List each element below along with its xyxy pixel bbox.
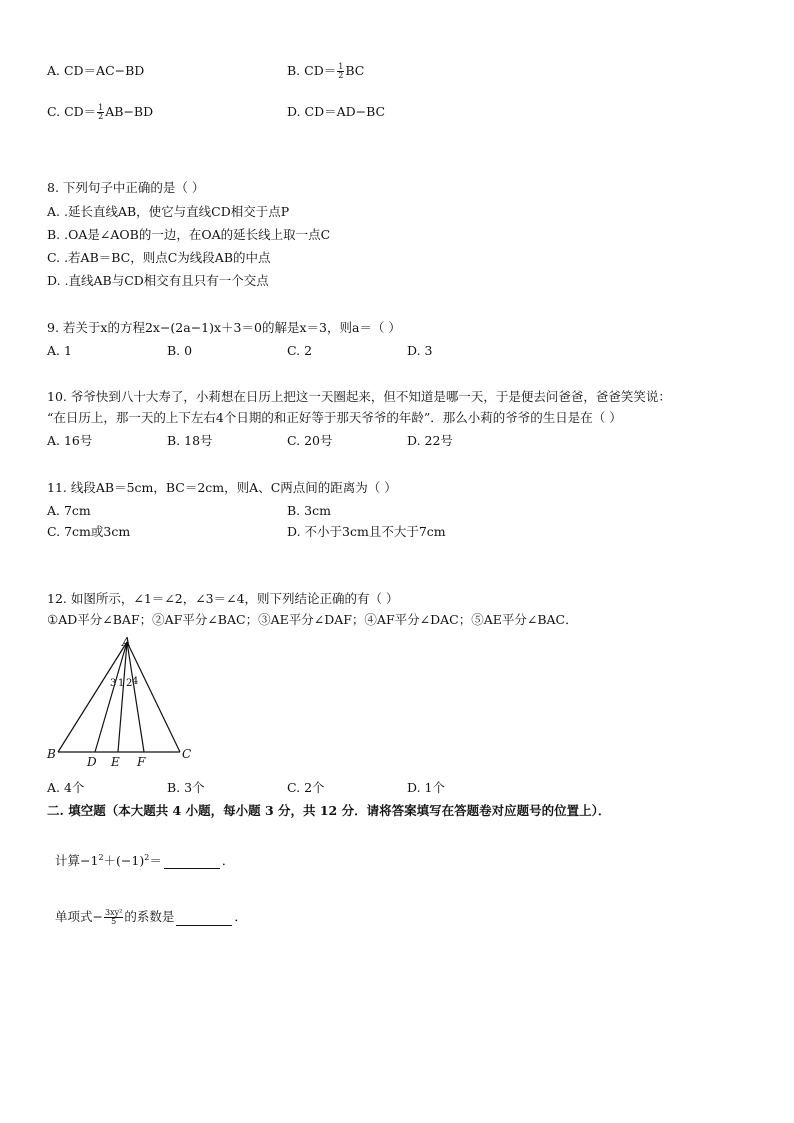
q7-option-c-suffix: AB−BD: [105, 104, 154, 119]
q8-option-b: B. .OA是∠AOB的一边，在OA的延长线上取一点C: [47, 227, 331, 242]
q11-option-d: D. 不小于3cm且不大于7cm: [287, 524, 446, 539]
q10-stem-line2: “在日历上，那一天的上下左右4个日期的和正好等于那天爷爷的年龄”．那么小莉的爷爷的生日是在（ ）: [47, 410, 622, 425]
q7-option-c-fraction: [97, 104, 104, 121]
fraction-numerator: 3xy²: [104, 908, 123, 917]
q8-option-c: C. .若AB＝BC，则点C为线段AB的中点: [47, 250, 271, 265]
q7-option-b-suffix: BC: [345, 63, 365, 78]
q12-option-a: A. 4个: [47, 780, 85, 795]
fraction-denominator: 2: [338, 71, 344, 80]
q9-stem: 9. 若关于x的方程2x−(2a−1)x＋3＝0的解是x＝3，则a＝（ ）: [47, 320, 401, 335]
label-b: B: [47, 747, 56, 761]
q11-option-b: B. 3cm: [287, 503, 331, 518]
label-e: E: [111, 755, 120, 769]
angle-label-3: 3: [110, 678, 117, 689]
q7-option-c: [47, 104, 153, 121]
q11-option-c: C. 7cm或3cm: [47, 524, 131, 539]
fill-question-1: [55, 850, 234, 869]
fill1-middle: ＋(−1): [103, 853, 145, 869]
q9-option-a: A. 1: [47, 343, 72, 358]
q12-statements: ①AD平分∠BAF；②AF平分∠BAC；③AE平分∠DAF；④AF平分∠DAC；⑤AE平分∠BAC．: [47, 612, 578, 627]
answer-blank[interactable]: [176, 913, 232, 926]
q12-option-b: B. 3个: [167, 780, 205, 795]
fill2-end: ．: [234, 909, 247, 924]
q7-option-b-fraction: [337, 63, 344, 80]
angle-label-2: 2: [126, 678, 133, 689]
answer-blank[interactable]: [164, 856, 220, 869]
q11-stem: 11. 线段AB＝5cm，BC＝2cm，则A、C两点间的距离为（ ）: [47, 480, 397, 495]
q10-option-c: C. 20号: [287, 433, 333, 448]
label-c: C: [182, 747, 192, 761]
fraction-numerator: 1: [98, 103, 104, 112]
triangle-figure: [40, 634, 210, 774]
fill1-prefix: 计算−1: [55, 853, 99, 869]
fill2-prefix: 单项式−: [55, 909, 103, 924]
q12-stem: 12. 如图所示，∠1＝∠2，∠3＝∠4，则下列结论正确的有（ ）: [47, 591, 399, 606]
q8-stem: 8. 下列句子中正确的是（ ）: [47, 180, 205, 195]
angle-label-4: 4: [132, 676, 139, 687]
angle-label-1: 1: [118, 678, 125, 689]
q8-option-a: A. .延长直线AB，使它与直线CD相交于点P: [47, 204, 290, 219]
section-2-title: 二. 填空题（本大题共 4 小题，每小题 3 分，共 12 分．请将答案填写在答题卷对应题号的位置上）．: [47, 803, 611, 818]
q10-option-d: D. 22号: [407, 433, 453, 448]
fill1-exponent-1: 2: [98, 853, 104, 862]
fraction-denominator: 5: [111, 917, 117, 926]
fraction-numerator: 1: [338, 62, 344, 71]
q12-option-c: C. 2个: [287, 780, 325, 795]
q7-option-a: A. CD＝AC−BD: [47, 63, 145, 78]
q12-option-d: D. 1个: [407, 780, 445, 795]
q9-option-c: C. 2: [287, 343, 313, 358]
fill2-suffix: 的系数是: [124, 909, 175, 924]
fraction-denominator: 2: [98, 112, 104, 121]
label-a: A: [122, 635, 131, 649]
q11-option-a: A. 7cm: [47, 503, 91, 518]
q9-option-b: B. 0: [167, 343, 193, 358]
q7-option-c-prefix: C. CD＝: [47, 104, 97, 119]
q7-option-d: D. CD＝AD−BC: [287, 104, 386, 119]
fill-question-2: [55, 909, 247, 926]
fill1-equals: ＝: [149, 853, 162, 869]
q9-option-d: D. 3: [407, 343, 433, 358]
q7-option-b-prefix: B. CD＝: [287, 63, 337, 78]
fill1-exponent-2: 2: [144, 853, 150, 862]
q10-option-b: B. 18号: [167, 433, 213, 448]
q8-option-d: D. .直线AB与CD相交有且只有一个交点: [47, 273, 269, 288]
label-f: F: [137, 755, 146, 769]
fill1-end: ．: [221, 853, 235, 869]
label-d: D: [87, 755, 97, 769]
q10-option-a: A. 16号: [47, 433, 93, 448]
q7-option-b: [287, 63, 364, 80]
segment-ab: [58, 642, 127, 752]
fill2-fraction: [104, 909, 123, 926]
q10-stem-line1: 10. 爷爷快到八十大寿了，小莉想在日历上把这一天圈起来，但不知道是哪一天，于是便去问爸爸，爸爸笑笑说：: [47, 389, 671, 404]
